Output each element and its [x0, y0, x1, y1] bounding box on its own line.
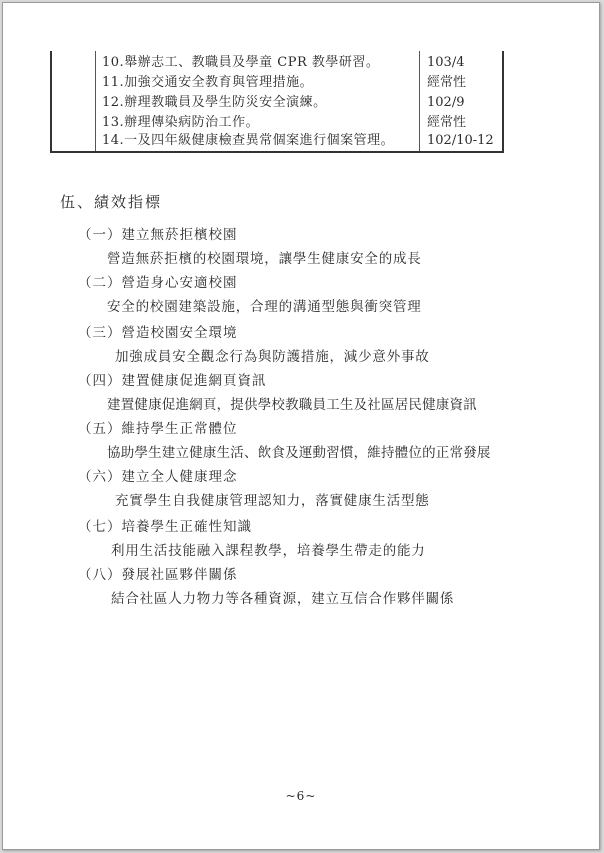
- table-cell-item: 12.辦理教職員及學生防災安全演練。: [102, 95, 327, 110]
- table-cell-item: 11.加強交通安全教育與管理措施。: [102, 75, 314, 90]
- indicator-description: 安全的校園建築設施，合理的溝通型態與衝突管理: [107, 299, 422, 315]
- page-number: ~6~: [285, 789, 317, 803]
- indicator-heading: （四）建置健康促進網頁資訊: [78, 373, 267, 389]
- indicator-description: 建置健康促進網頁，提供學校教職員工生及社區居民健康資訊: [107, 397, 477, 413]
- table-cell-date: 經常性: [427, 75, 467, 90]
- indicator-heading: （六）建立全人健康理念: [78, 469, 238, 485]
- indicator-heading: （一）建立無菸拒檳校園: [78, 227, 238, 243]
- indicator-heading: （七）培養學生正確性知識: [78, 519, 252, 535]
- indicator-description: 加強成員安全觀念行為與防護措施，減少意外事故: [115, 349, 430, 365]
- indicator-heading: （二）營造身心安適校園: [78, 275, 238, 291]
- table-cell-date: 102/9: [427, 95, 465, 110]
- plan-table: [50, 51, 504, 153]
- table-row: [52, 73, 502, 93]
- table-cell-date: 經常性: [427, 115, 467, 130]
- table-row: [52, 53, 502, 73]
- table-row: [52, 93, 502, 113]
- indicator-description: 利用生活技能融入課程教學，培養學生帶走的能力: [111, 543, 426, 559]
- table-cell-date: 102/10-12: [427, 133, 494, 148]
- table-cell-date: 103/4: [427, 55, 465, 70]
- table-cell-item: 10.舉辦志工、教職員及學童 CPR 教學研習。: [102, 55, 380, 70]
- indicator-description: 充實學生自我健康管理認知力，落實健康生活型態: [115, 493, 430, 509]
- table-row: [52, 131, 502, 151]
- indicator-heading: （三）營造校園安全環境: [78, 325, 238, 341]
- table-row: [52, 113, 502, 133]
- indicator-heading: （八）發展社區夥伴關係: [78, 567, 238, 583]
- indicator-description: 協助學生建立健康生活、飲食及運動習慣，維持體位的正常發展: [107, 445, 491, 461]
- indicator-description: 結合社區人力物力等各種資源，建立互信合作夥伴關係: [111, 591, 455, 607]
- document-page: [2, 2, 600, 850]
- table-cell-item: 14.一及四年級健康檢查異常個案進行個案管理。: [102, 133, 395, 148]
- section-heading: 伍、績效指標: [60, 193, 163, 211]
- table-cell-item: 13.辦理傳染病防治工作。: [102, 115, 260, 130]
- indicator-heading: （五）維持學生正常體位: [78, 421, 238, 437]
- indicator-description: 營造無菸拒檳的校園環境，讓學生健康安全的成長: [107, 251, 422, 267]
